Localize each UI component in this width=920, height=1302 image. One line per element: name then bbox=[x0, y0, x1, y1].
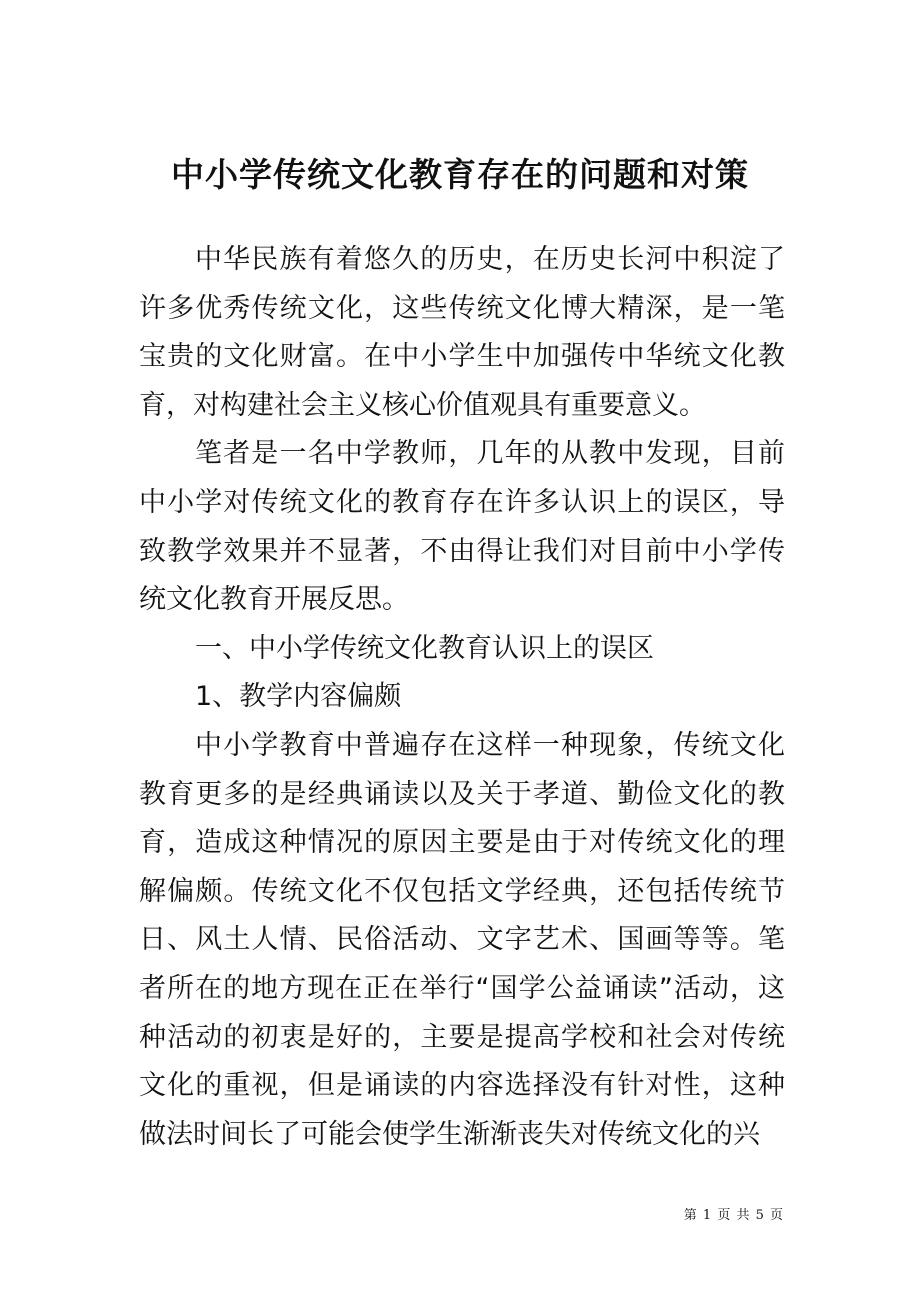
document-title: 中小学传统文化教育存在的问题和对策 bbox=[171, 155, 749, 195]
document-body bbox=[139, 236, 785, 1159]
paragraph-author-observation: 笔者是一名中学教师，几年的从教中发现，目前中小学对传统文化的教育存在许多认识上的误区，导致教学效果并不显著，不由得让我们对目前中小学传统文化教育开展反思。 bbox=[139, 438, 785, 616]
subsection-heading: 1、教学内容偏颇 bbox=[195, 681, 402, 713]
section-heading: 一、中小学传统文化教育认识上的误区 bbox=[195, 632, 654, 664]
page-number-footer: 第 1 页 共 5 页 bbox=[683, 1208, 784, 1223]
paragraph-intro: 中华民族有着悠久的历史，在历史长河中积淀了许多优秀传统文化，这些传统文化博大精深，是一笔宝贵的文化财富。在中小学生中加强传中华统文化教育，对构建社会主义核心价值观具有重要意义。 bbox=[139, 244, 785, 421]
paragraph-content-bias: 中小学教育中普遍存在这样一种现象，传统文化教育更多的是经典诵读以及关于孝道、勤俭文化的教育，造成这种情况的原因主要是由于对传统文化的理解偏颇。传统文化不仅包括文学经典，还包括传统节日、风土人情、民俗活动、文字艺术、国画等等。笔者所在的地方现在正在举行“国学公益诵读”活动，这种活动的初衷是好的，主要是提高学校和社会对传统文化的重视，但是诵读的内容选择没有针对性，这种做法时间长了可能会使学生渐渐丧失对传统文化的兴 bbox=[139, 729, 785, 1150]
